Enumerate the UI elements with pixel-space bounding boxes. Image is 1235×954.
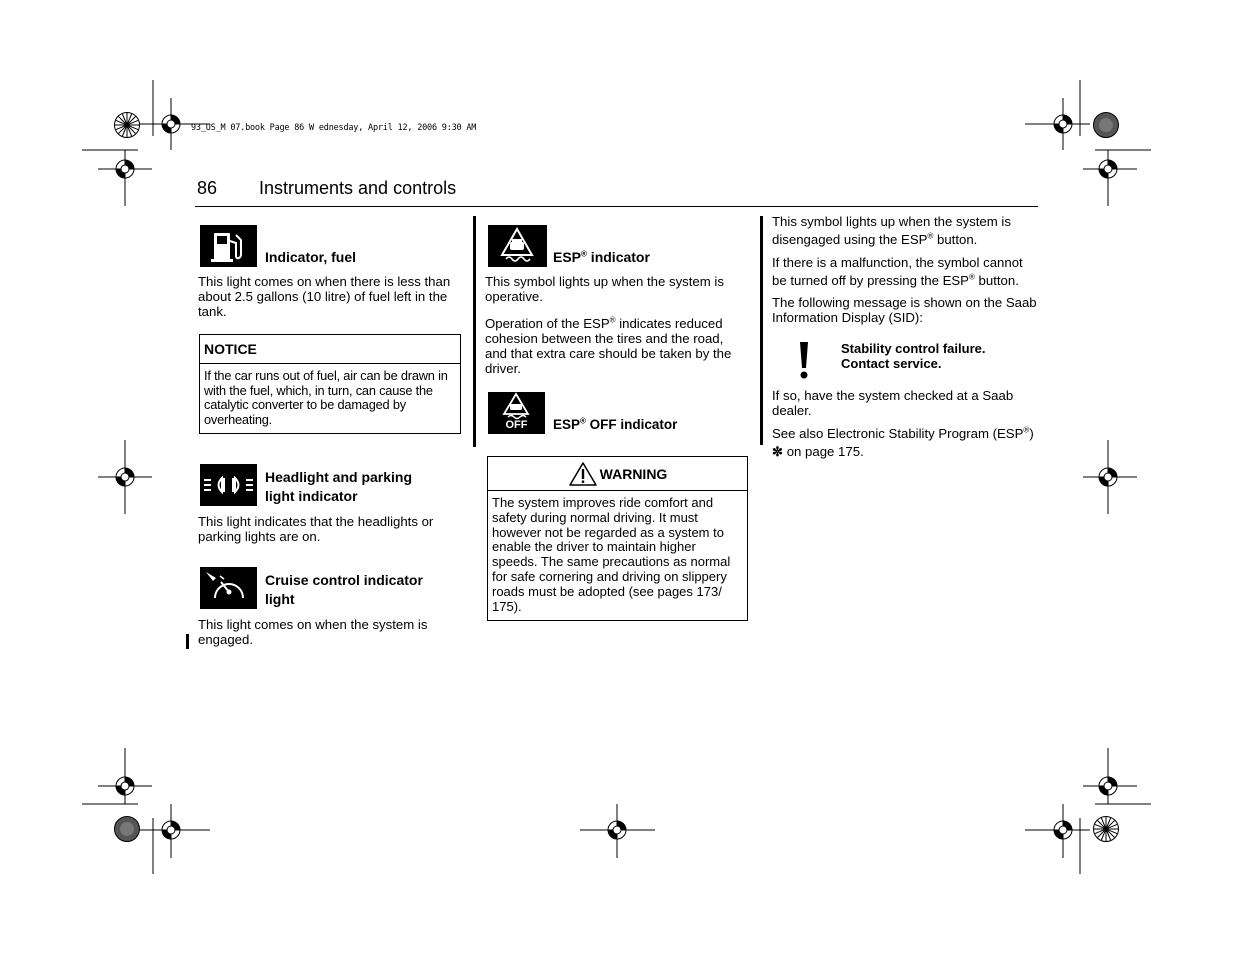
notice-box [199,334,461,434]
fuel-heading: Indicator, fuel [265,249,357,265]
cruise-body: This light comes on when the system is engaged. [198,617,428,647]
right-para-3: The following message is shown on the Saab Information Display (SID): [772,295,1037,325]
esp-off-indicator-icon [488,392,545,434]
esp-body-2 [485,316,747,376]
esp-indicator-icon [488,225,547,267]
headlight-heading-line2: light indicator [265,488,358,504]
right-para-5-b: ) [1029,426,1034,441]
sid-message-line2: Contact service. [841,356,942,371]
right-para-5-a: See also Electronic Stability Program (ESP [772,426,1024,441]
warning-body: The system improves ride comfort and safety during normal driving. It must however not be regarded as a system to enable the driver to maintain higher speeds. The same precautions as normal for safe cornering and driving on slippery roads must be adopted (see pages 173/ 175). [492,495,731,614]
esp-heading-prefix: ESP [553,249,582,265]
registered-mark: ® [1023,425,1030,435]
column-bar-1 [473,216,476,447]
headlight-indicator-icon [200,464,257,506]
cruise-control-icon [200,567,257,609]
sid-message-line1: Stability control failure. [841,341,986,356]
right-para-1-b: button. [933,232,978,247]
right-para-2 [772,254,1037,290]
right-para-1 [772,213,1037,249]
registered-mark: ® [609,315,616,325]
registered-mark: ® [927,231,934,241]
esp-heading-suffix: indicator [586,249,650,265]
registered-mark: ® [580,416,586,426]
fuel-body: This light comes on when there is less than about 2.5 gallons (10 litre) of fuel left in the tank. [198,274,451,319]
warning-triangle-icon [568,461,598,487]
page-number: 86 [197,178,218,198]
registered-mark: ® [581,249,587,259]
esp-body-2-b: indicates reduced cohesion between the tires and the road, and that extra care should be taken by the driver. [485,316,732,376]
cruise-heading-line2: light [265,591,295,607]
right-para-5-c: on page 175. [783,444,864,459]
header-rule [195,206,1038,207]
esp-off-heading-prefix: ESP [553,417,581,432]
headlight-heading-line1: Headlight and parking [265,469,413,485]
headlight-body: This light indicates that the headlights or parking lights are on. [198,514,434,544]
notice-title: NOTICE [204,341,257,357]
cruise-heading-line1: Cruise control indicator [265,572,423,588]
section-title: Instruments and controls [259,178,457,198]
exclamation-icon [797,340,811,382]
warning-header [488,457,747,490]
esp-heading [553,248,650,267]
registered-mark: ® [968,272,975,282]
esp-body-1: This symbol lights up when the system is operative. [485,274,724,304]
change-bar [186,634,189,649]
right-para-4: If so, have the system checked at a Saab dealer. [772,388,1014,418]
right-para-2-a: If there is a malfunction, the symbol cannot be turned off by pressing the ESP [772,255,1023,288]
column-bar-2 [760,216,763,445]
warning-box [487,456,748,621]
page-reference-icon: ✼ [772,444,784,459]
right-para-2-b: button. [974,273,1019,288]
fuel-indicator-icon [200,225,257,267]
esp-body-2-a: Operation of the ESP [485,316,610,331]
esp-off-heading [553,415,677,434]
esp-off-icon-label: OFF [505,419,528,431]
esp-off-heading-suffix: OFF indicator [585,417,678,432]
right-para-5 [772,425,1037,461]
print-slug: 93_US_M 07.book Page 86 W ednesday, April 12, 2006 9:30 AM [191,123,477,133]
right-para-1-a: This symbol lights up when the system is disengaged using the ESP [772,214,1011,247]
warning-title: WARNING [599,465,668,482]
notice-body: If the car runs out of fuel, air can be drawn in with the fuel, which, in turn, can cause the catalytic converter to be damaged by overheating. [204,368,448,427]
